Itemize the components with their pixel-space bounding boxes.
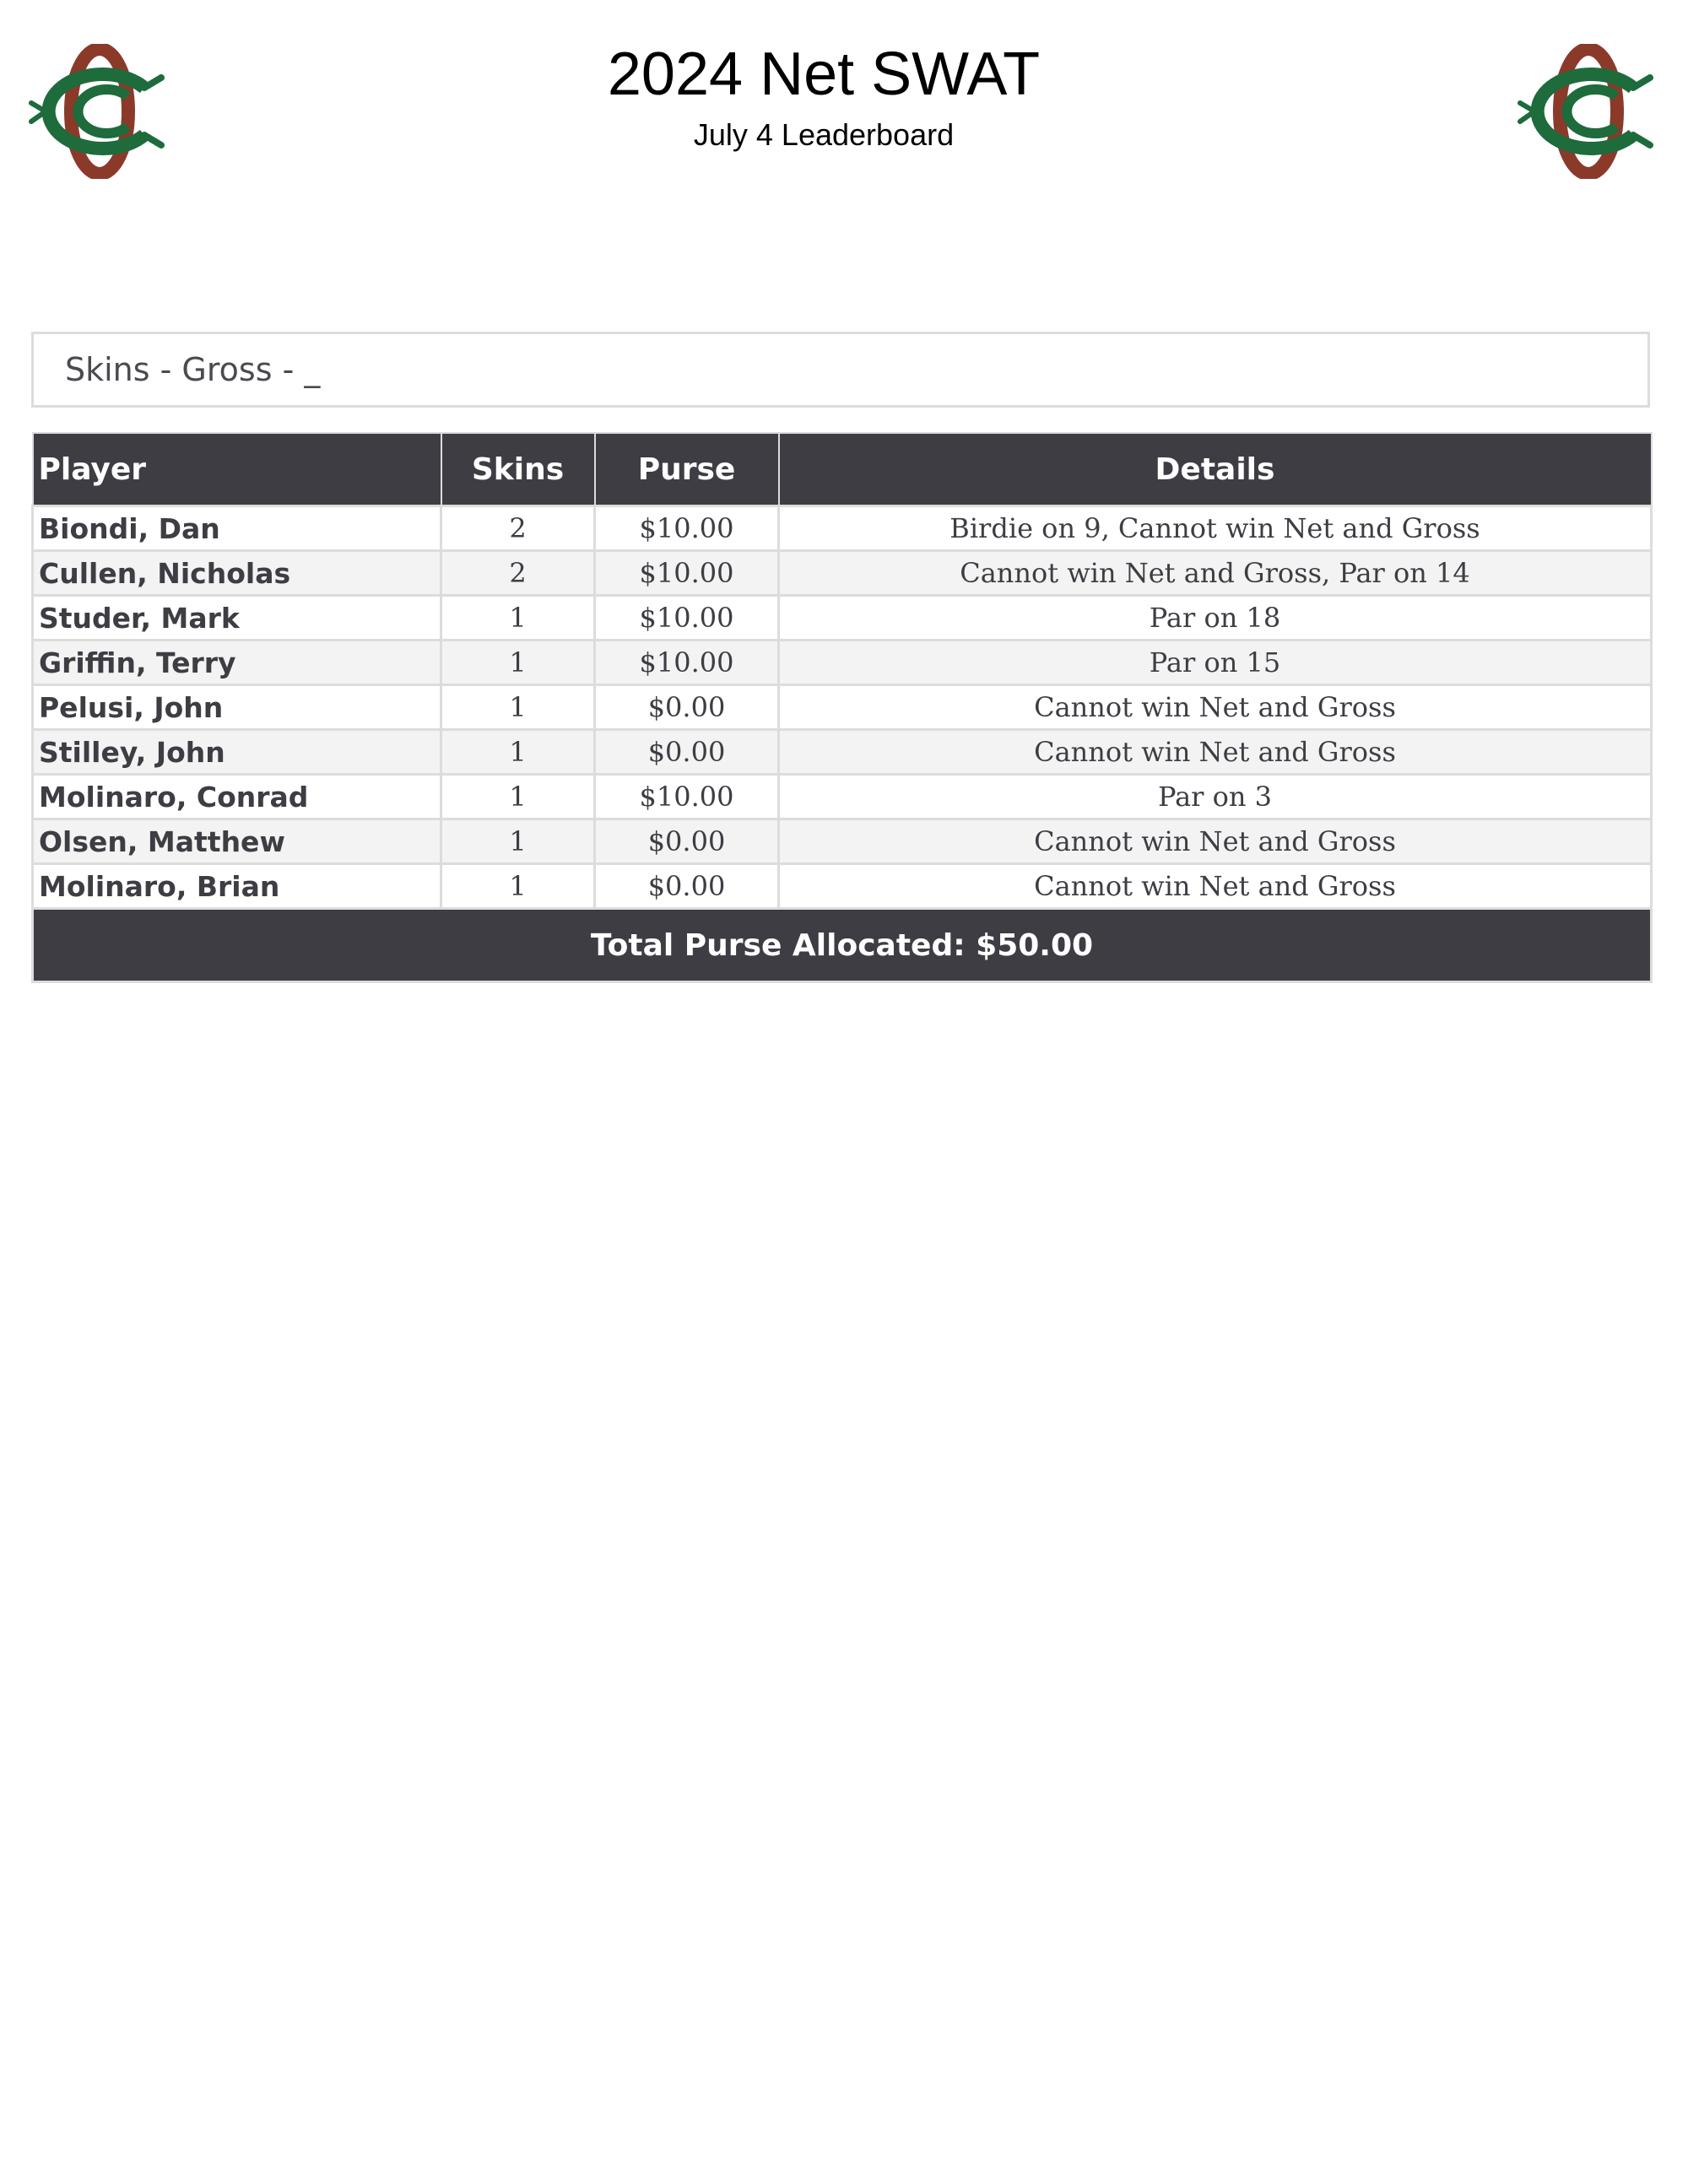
skins-cell: 1 (441, 596, 595, 641)
table-header-row (33, 433, 1652, 506)
table-row (33, 775, 1652, 819)
skins-table (31, 432, 1653, 983)
section-label: Skins - Gross - _ (65, 351, 321, 388)
skins-cell: 2 (441, 506, 595, 551)
table-row (33, 551, 1652, 596)
table-row (33, 596, 1652, 641)
player-cell: Griffin, Terry (33, 641, 441, 685)
details-cell: Cannot win Net and Gross, Par on 14 (779, 551, 1652, 596)
column-header-purse: Purse (595, 433, 779, 506)
skins-cell: 1 (441, 864, 595, 909)
player-cell: Olsen, Matthew (33, 819, 441, 864)
table-row (33, 685, 1652, 730)
details-cell: Par on 18 (779, 596, 1652, 641)
player-cell: Biondi, Dan (33, 506, 441, 551)
details-cell: Cannot win Net and Gross (779, 864, 1652, 909)
purse-cell: $0.00 (595, 864, 779, 909)
skins-cell: 1 (441, 641, 595, 685)
purse-cell: $0.00 (595, 819, 779, 864)
purse-cell: $10.00 (595, 506, 779, 551)
purse-cell: $10.00 (595, 775, 779, 819)
player-cell: Cullen, Nicholas (33, 551, 441, 596)
player-cell: Pelusi, John (33, 685, 441, 730)
table-footer-row (33, 909, 1652, 982)
details-cell: Cannot win Net and Gross (779, 730, 1652, 775)
player-cell: Stilley, John (33, 730, 441, 775)
skins-cell: 1 (441, 775, 595, 819)
skins-cell: 2 (441, 551, 595, 596)
table-row (33, 864, 1652, 909)
column-header-skins: Skins (441, 433, 595, 506)
page-title: 2024 Net SWAT (607, 41, 1041, 108)
skins-cell: 1 (441, 730, 595, 775)
details-cell: Cannot win Net and Gross (779, 685, 1652, 730)
details-cell: Par on 15 (779, 641, 1652, 685)
table-row (33, 506, 1652, 551)
purse-cell: $10.00 (595, 641, 779, 685)
table-row (33, 641, 1652, 685)
purse-cell: $10.00 (595, 551, 779, 596)
purse-cell: $0.00 (595, 730, 779, 775)
details-cell: Birdie on 9, Cannot win Net and Gross (779, 506, 1652, 551)
player-cell: Molinaro, Brian (33, 864, 441, 909)
player-cell: Studer, Mark (33, 596, 441, 641)
skins-cell: 1 (441, 685, 595, 730)
section-label-box (31, 332, 1650, 408)
details-cell: Par on 3 (779, 775, 1652, 819)
purse-cell: $0.00 (595, 685, 779, 730)
player-cell: Molinaro, Conrad (33, 775, 441, 819)
total-purse-allocated: Total Purse Allocated: $50.00 (33, 909, 1652, 982)
purse-cell: $10.00 (595, 596, 779, 641)
skins-cell: 1 (441, 819, 595, 864)
column-header-details: Details (779, 433, 1652, 506)
table-row (33, 730, 1652, 775)
page-header (0, 34, 1647, 155)
page-subtitle: July 4 Leaderboard (693, 117, 955, 152)
details-cell: Cannot win Net and Gross (779, 819, 1652, 864)
column-header-player: Player (33, 433, 441, 506)
table-row (33, 819, 1652, 864)
